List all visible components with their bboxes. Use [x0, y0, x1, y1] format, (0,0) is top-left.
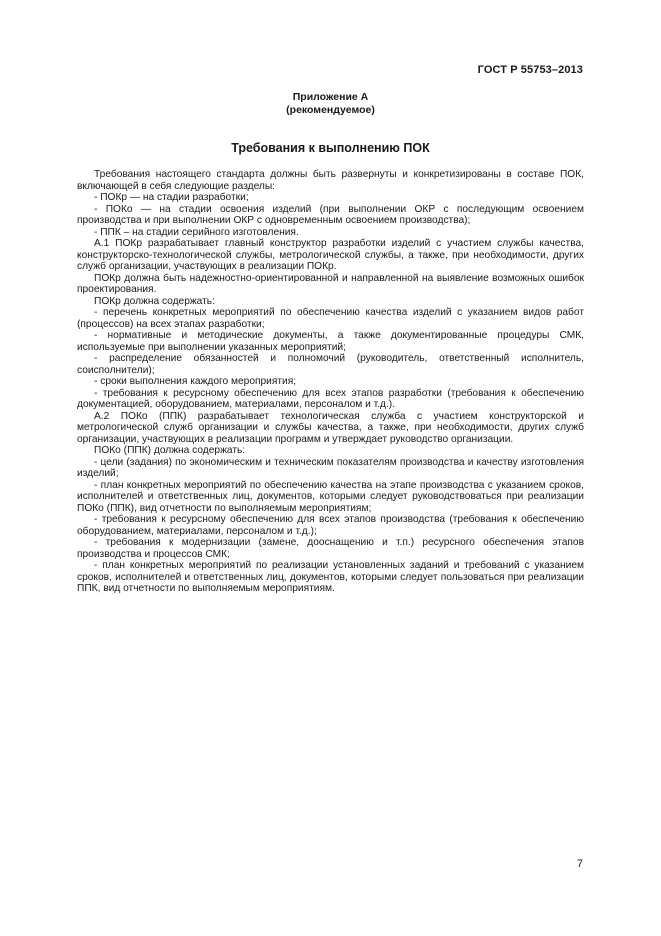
body-text: [77, 169, 584, 595]
paragraph: - цели (задания) по экономическим и техническим показателям производства и качеству изготовления изделий;: [77, 456, 584, 479]
paragraph: А.2 ПОКо (ППК) разрабатывает технологическая служба с участием конструкторской и метрологической служб организации и службы качества, а также, при необходимости, других служб организации, участвующих в реализации программ и утверждает руководство организации.: [77, 410, 584, 445]
paragraph: ПОКо (ППК) должна содержать:: [94, 445, 246, 456]
section-title: Требования к выполнению ПОК: [231, 141, 430, 155]
paragraph: - перечень конкретных мероприятий по обеспечению качества изделий с указанием видов работ (процессов) на всех этапах разработки;: [77, 307, 584, 330]
paragraph: А.1 ПОКр разрабатывает главный конструктор разработки изделий с участием службы качества, конструкторско-технологической службы, метрологической службы, а также, при необходимости, других служб организации, участвующих в реализации ПОКр.: [77, 238, 584, 272]
paragraph: ПОКр должна быть надежностно-ориентированной и направленной на выявление возможных ошибок проектирования.: [77, 272, 584, 295]
appendix-title: Приложение А: [292, 91, 369, 103]
paragraph: - требования к ресурсному обеспечению для всех этапов разработки (требования к обеспечению документацией, оборудованием, материалами, персоналом и т.д.).: [77, 387, 584, 410]
paragraph: - план конкретных мероприятий по реализации установленных заданий и требований с указанием сроков, исполнителей и ответственных лиц, документов, которыми следует пользоваться при реализации ППК, вид отчетности по выполняемым мероприятиям.: [77, 560, 584, 594]
paragraph: - сроки выполнения каждого мероприятия;: [94, 376, 297, 387]
page-number: 7: [576, 858, 583, 870]
paragraph: Требования настоящего стандарта должны быть развернуты и конкретизированы в составе ПОК, включающей в себя следующие разделы:: [77, 169, 584, 192]
paragraph: - план конкретных мероприятий по обеспечению качества на этапе производства с указанием сроков, исполнителей и ответственных лиц, документов, которыми следует руководствоваться при реализации ПОКо (ППК), вид отчетности по выполняемым мероприятиям;: [77, 479, 584, 514]
paragraph: - распределение обязанностей и полномочий (руководитель, ответственный исполнитель, соисполнители);: [77, 353, 584, 376]
paragraph: - требования к ресурсному обеспечению для всех этапов производства (требования к обеспечению оборудованием, материалами, персоналом и т.д.);: [77, 514, 584, 537]
paragraph: - ПОКр — на стадии разработки;: [94, 192, 249, 203]
paragraph: - ППК – на стадии серийного изготовления.: [94, 226, 299, 238]
paragraph: ПОКр должна содержать:: [94, 295, 215, 307]
paragraph: - нормативные и методические документы, а также документированные процедуры СМК, используемые при выполнении указанных мероприятий;: [77, 330, 584, 353]
paragraph: - требования к модернизации (замене, дооснащению и т.п.) ресурсного обеспечения этапов производства и процессов СМК;: [77, 537, 584, 560]
paragraph: - ПОКо — на стадии освоения изделий (при выполнении ОКР с последующим освоением производства и при выполнении ОКР с одновременным освоением производства);: [77, 203, 584, 226]
document-code: ГОСТ Р 55753–2013: [477, 64, 583, 76]
appendix-subtitle: (рекомендуемое): [286, 104, 375, 116]
